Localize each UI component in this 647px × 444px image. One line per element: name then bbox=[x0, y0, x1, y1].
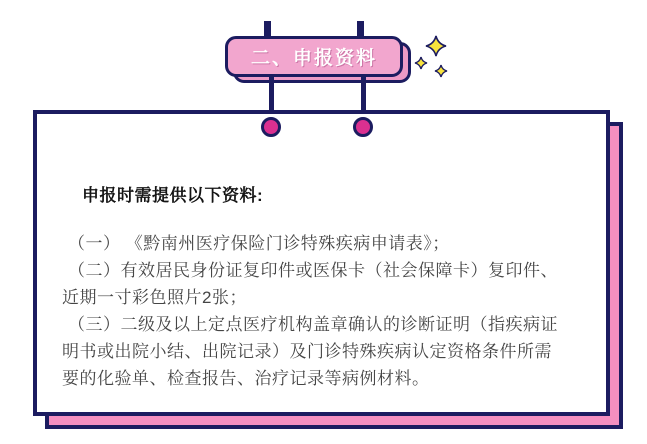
materials-item-1-line: （一） 《黔南州医疗保险门诊特殊疾病申请表》； bbox=[68, 234, 450, 253]
sparkle-stars-icon bbox=[408, 30, 454, 82]
connector-dot-left-icon bbox=[261, 117, 281, 137]
materials-item-3 bbox=[62, 311, 597, 392]
section-banner-title: 二、申报资料 bbox=[250, 48, 377, 69]
materials-list bbox=[62, 230, 597, 392]
materials-item-2-line: （二）有效居民身份证复印件或医保卡（社会保障卡）复印件、 bbox=[68, 261, 558, 280]
materials-heading: 申报时需提供以下资料: bbox=[82, 186, 264, 205]
materials-item-2 bbox=[62, 257, 597, 311]
materials-item-3-line: （三）二级及以上定点医疗机构盖章确认的诊断证明（指疾病证 bbox=[68, 315, 558, 334]
materials-item-3-line: 要的化验单、检查报告、治疗记录等病例材料。 bbox=[62, 369, 430, 388]
materials-item-1 bbox=[62, 230, 597, 257]
content-box bbox=[33, 110, 610, 416]
connector-dot-right-icon bbox=[353, 117, 373, 137]
materials-item-3-line: 明书或出院小结、出院记录）及门诊特殊疾病认定资格条件所需 bbox=[62, 342, 552, 361]
materials-item-2-line: 近期一寸彩色照片2张； bbox=[62, 288, 247, 307]
section-banner bbox=[225, 36, 403, 77]
